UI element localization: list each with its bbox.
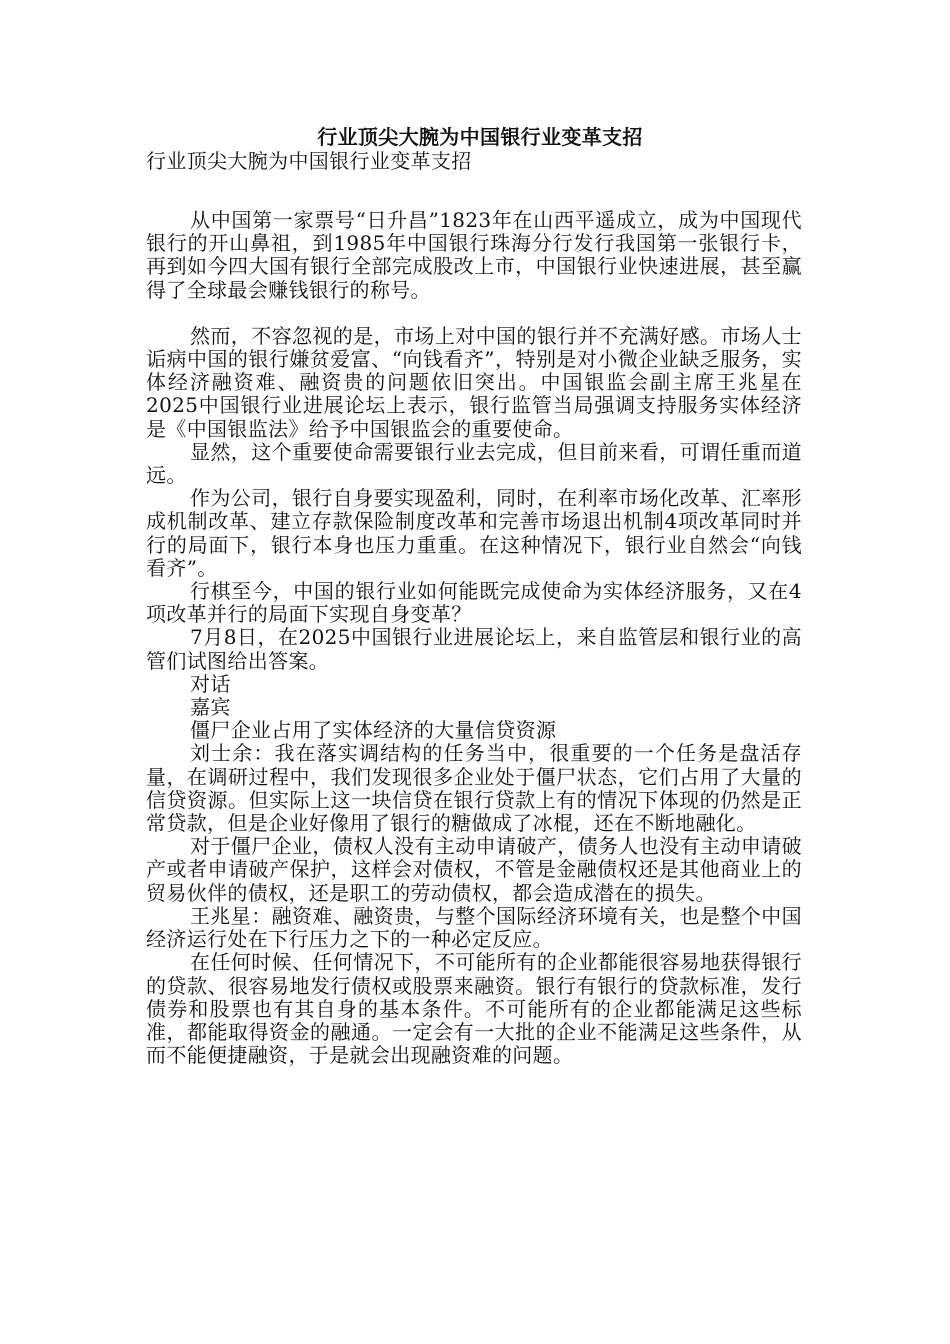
document-subtitle: 行业顶尖大腕为中国银行业变革支招 bbox=[146, 149, 472, 173]
section-label: 嘉宾 bbox=[190, 695, 231, 720]
paragraph: 刘士余：我在落实调结构的任务当中，很重要的一个任务是盘活存量，在调研过程中，我们发现很多企业处于僵尸状态，它们占用了大量的信贷资源。但实际上这一块信贷在银行贷款上有的情况下体现的仍然是正常贷款，但是企业好像用了银行的糖做成了冰棍，还在不断地融化。 bbox=[146, 741, 802, 836]
section-label: 对话 bbox=[190, 671, 231, 696]
paragraph: 显然，这个重要使命需要银行业去完成，但目前来看，可谓任重而道远。 bbox=[146, 439, 802, 488]
spacer bbox=[146, 173, 802, 209]
document-body bbox=[146, 124, 802, 1067]
paragraph: 对于僵尸企业，债权人没有主动申请破产，债务人也没有主动申请破产或者申请破产保护，这样会对债权，不管是金融债权还是其他商业上的贸易伙伴的债权，还是职工的劳动债权，都会造成潜在的损失。 bbox=[146, 834, 802, 905]
paragraph: 7月8日，在2025中国银行业进展论坛上，来自监管层和银行业的高管们试图给出答案。 bbox=[146, 625, 802, 673]
paragraph: 行棋至今，中国的银行业如何能既完成使命为实体经济服务，又在4项改革并行的局面下实现自身变革？ bbox=[146, 579, 802, 627]
paragraph: 作为公司，银行自身要实现盈利，同时，在利率市场化改革、汇率形成机制改革、建立存款保险制度改革和完善市场退出机制4项改革同时并行的局面下，银行本身也压力重重。在这种情况下，银行业自然会“向钱看齐”。 bbox=[146, 486, 802, 580]
section-heading: 僵尸企业占用了实体经济的大量信贷资源 bbox=[190, 718, 557, 743]
spacer bbox=[146, 302, 802, 325]
paragraph: 然而，不容忽视的是，市场上对中国的银行并不充满好感。市场人士诟病中国的银行嫌贫爱富、“向钱看齐”，特别是对小微企业缺乏服务，实体经济融资难、融资贵的问题依旧突出。中国银监会副主席王兆星在2025中国银行业进展论坛上表示，银行监管当局强调支持服务实体经济是《中国银监法》给予中国银监会的重要使命。 bbox=[146, 323, 802, 441]
paragraph: 从中国第一家票号“日升昌”1823年在山西平遥成立，成为中国现代银行的开山鼻祖，到1985年中国银行珠海分行发行我国第一张银行卡，再到如今四大国有银行全部完成股改上市，中国银行业快速进展，甚至赢得了全球最会赚钱银行的称号。 bbox=[146, 208, 802, 302]
paragraph: 王兆星：融资难、融资贵，与整个国际经济环境有关，也是整个中国经济运行处在下行压力之下的一种必定反应。 bbox=[146, 903, 802, 952]
paragraph: 在任何时候、任何情况下，不可能所有的企业都能很容易地获得银行的贷款、很容易地发行债权或股票来融资。银行有银行的贷款标准，发行债券和股票也有其自身的基本条件。不可能所有的企业都能满足这些标准，都能取得资金的融通。一定会有一大批的企业不能满足这些条件，从而不能便捷融资，于是就会出现融资难的问题。 bbox=[146, 950, 802, 1068]
document-title: 行业顶尖大腕为中国银行业变革支招 bbox=[317, 125, 643, 149]
